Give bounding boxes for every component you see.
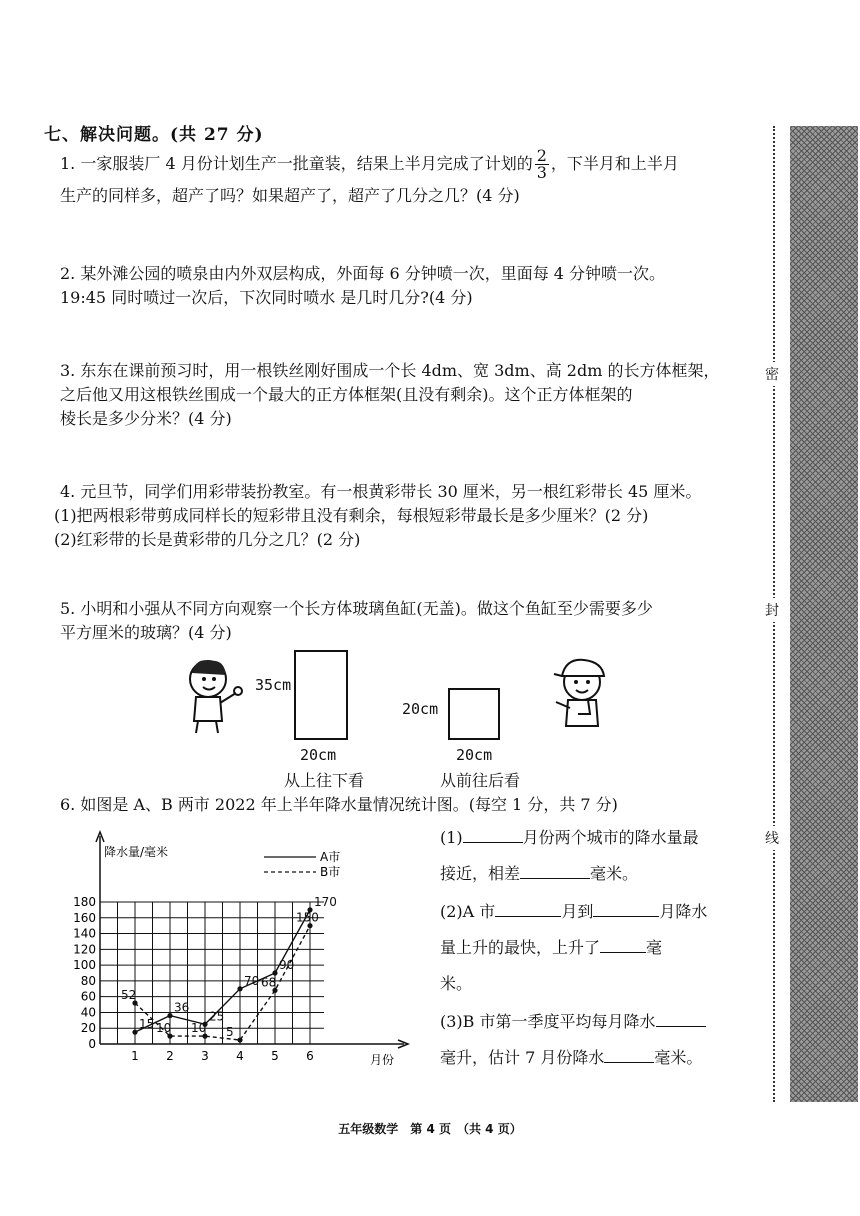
ans2-text: 月到: [561, 902, 594, 921]
seal-hatched-strip: [790, 126, 858, 1102]
top-view-width-label: 20cm: [300, 746, 337, 764]
q3-line-3: 棱长是多少分米？(4 分): [60, 409, 232, 428]
blank-6[interactable]: [656, 1012, 706, 1027]
blank-5[interactable]: [600, 938, 646, 953]
question-4: [54, 480, 702, 552]
x-tick-label: 3: [201, 1049, 209, 1063]
series-b-data-label: 52: [121, 987, 137, 1002]
top-view-height-label: 35cm: [255, 676, 292, 694]
series-a-point: [237, 986, 242, 991]
front-view-height-label: 20cm: [402, 700, 439, 718]
y-tick-label: 60: [80, 989, 96, 1004]
q2-line-2: 19:45 同时喷过一次后，下次同时喷水 是几时几分?(4 分): [60, 288, 473, 307]
y-tick-label: 140: [73, 926, 96, 941]
q3-line-1: 3. 东东在课前预习时，用一根铁丝刚好围成一个长 4dm、宽 3dm、高 2dm 的长方体框架，: [60, 361, 720, 380]
series-a-point: [132, 1030, 137, 1035]
ans2-text-4: 毫: [646, 938, 663, 957]
question-5: [60, 597, 653, 645]
front-view-width-label: 20cm: [456, 746, 493, 764]
series-b-data-label: 5: [226, 1025, 234, 1040]
chart-xlabel: 月份: [370, 1053, 395, 1067]
legend-label-b: B市: [320, 865, 341, 879]
blank-1[interactable]: [463, 828, 523, 843]
blank-4[interactable]: [593, 902, 659, 917]
y-tick-label: 180: [73, 895, 96, 909]
y-tick-label: 40: [80, 1005, 96, 1020]
q2-line-1: 2. 某外滩公园的喷泉由内外双层构成，外面每 6 分钟喷一次，里面每 4 分钟喷一次。: [60, 264, 666, 283]
y-tick-label: 120: [73, 942, 96, 957]
ans1-text-2: 接近，相差: [440, 864, 521, 883]
ans2-prefix: (2)A 市: [440, 902, 496, 921]
q4-line-3: (2)红彩带的长是黄彩带的几分之几？(2 分): [54, 530, 361, 549]
series-a-data-label: 170: [314, 894, 337, 909]
ans1-text: 月份两个城市的降水量最: [522, 828, 699, 847]
q4-line-1: 4. 元旦节，同学们用彩带装扮教室。有一根黄彩带长 30 厘米，另一根红彩带长 45 厘米。: [60, 482, 702, 501]
ans3-text-2: 毫米。: [654, 1048, 703, 1067]
ans2-text-2: 月降水: [659, 902, 708, 921]
ans1-prefix: (1): [440, 828, 463, 847]
seal-char-mi: 密: [765, 362, 779, 386]
series-b-data-label: 68: [261, 975, 277, 990]
x-tick-label: 2: [166, 1049, 174, 1063]
front-view-square: [448, 688, 500, 740]
series-b-data-label: 10: [191, 1021, 207, 1036]
seal-char-xian: 线: [765, 826, 779, 850]
x-tick-label: 4: [236, 1049, 244, 1063]
legend-label-a: A市: [320, 850, 341, 864]
series-a-data-label: 90: [279, 958, 295, 972]
q6-answers: [440, 820, 707, 1076]
series-b-point: [237, 1037, 242, 1042]
ans2-text-3: 量上升的最快，上升了: [440, 938, 601, 957]
top-view-caption: 从上往下看: [284, 771, 365, 790]
seal-char-feng: 封: [765, 598, 779, 622]
series-a-point: [167, 1013, 172, 1018]
x-tick-label: 1: [131, 1049, 139, 1063]
fraction-two-thirds: [535, 148, 549, 181]
front-view-caption: 从前往后看: [440, 771, 521, 790]
y-tick-label: 80: [80, 973, 96, 988]
y-tick-label: 160: [73, 910, 96, 925]
q5-line-1: 5. 小明和小强从不同方向观察一个长方体玻璃鱼缸(无盖)。做这个鱼缸至少需要多少: [60, 599, 653, 618]
question-1: [60, 146, 679, 208]
series-a-data-label: 15: [139, 1017, 155, 1032]
blank-3[interactable]: [495, 902, 561, 917]
series-a-data-label: 36: [174, 1000, 190, 1015]
ans1-text-3: 毫米。: [590, 864, 639, 883]
q6-line-1: 6. 如图是 A、B 两市 2022 年上半年降水量情况统计图。(每空 1 分，共 7 分): [60, 795, 618, 814]
page-footer: 五年级数学 第 4 页 （共 4 页）: [338, 1122, 522, 1136]
ans2-text-5: 米。: [440, 974, 473, 993]
blank-7[interactable]: [604, 1048, 654, 1063]
boy-right-illustration: [548, 654, 612, 734]
chart-ylabel: 降水量/毫米: [104, 845, 169, 859]
q1-text-b: ，下半月和上半月: [550, 154, 679, 173]
boy-left-illustration: [180, 655, 246, 735]
q1-line-2: 生产的同样多，超产了吗？如果超产了，超产了几分之几？(4 分): [60, 186, 520, 205]
fraction-denominator: 3: [536, 163, 547, 182]
question-6: [60, 793, 618, 817]
section-title: 七、解决问题。(共 27 分): [44, 125, 264, 145]
rainfall-line-chart: [73, 826, 420, 1072]
series-a-data-label: 25: [209, 1009, 225, 1024]
question-3: [60, 359, 719, 431]
y-tick-label: 20: [80, 1021, 96, 1036]
x-tick-label: 6: [306, 1049, 314, 1063]
series-b-data-label: 10: [156, 1021, 172, 1036]
fraction-numerator: 2: [536, 146, 547, 165]
q4-line-2: (1)把两根彩带剪成同样长的短彩带且没有剩余，每根短彩带最长是多少厘米？(2 分): [54, 506, 649, 525]
ans3-prefix: (3)B 市第一季度平均每月降水: [440, 1012, 656, 1031]
q5-line-2: 平方厘米的玻璃？(4 分): [60, 623, 232, 642]
series-a-data-label: 70: [244, 973, 260, 988]
top-view-rectangle: [294, 650, 348, 740]
q3-line-2: 之后他又用这根铁丝围成一个最大的正方体框架(且没有剩余)。这个正方体框架的: [60, 385, 633, 404]
question-2: [60, 262, 665, 310]
q1-text-a: 1. 一家服装厂 4 月份计划生产一批童装，结果上半月完成了计划的: [60, 154, 533, 173]
blank-2[interactable]: [520, 864, 590, 879]
y-tick-label: 0: [88, 1037, 96, 1051]
ans3-text: 毫升，估计 7 月份降水: [440, 1048, 605, 1067]
x-tick-label: 5: [271, 1049, 279, 1063]
series-b-data-label: 150: [296, 910, 319, 925]
y-tick-label: 100: [73, 958, 96, 973]
